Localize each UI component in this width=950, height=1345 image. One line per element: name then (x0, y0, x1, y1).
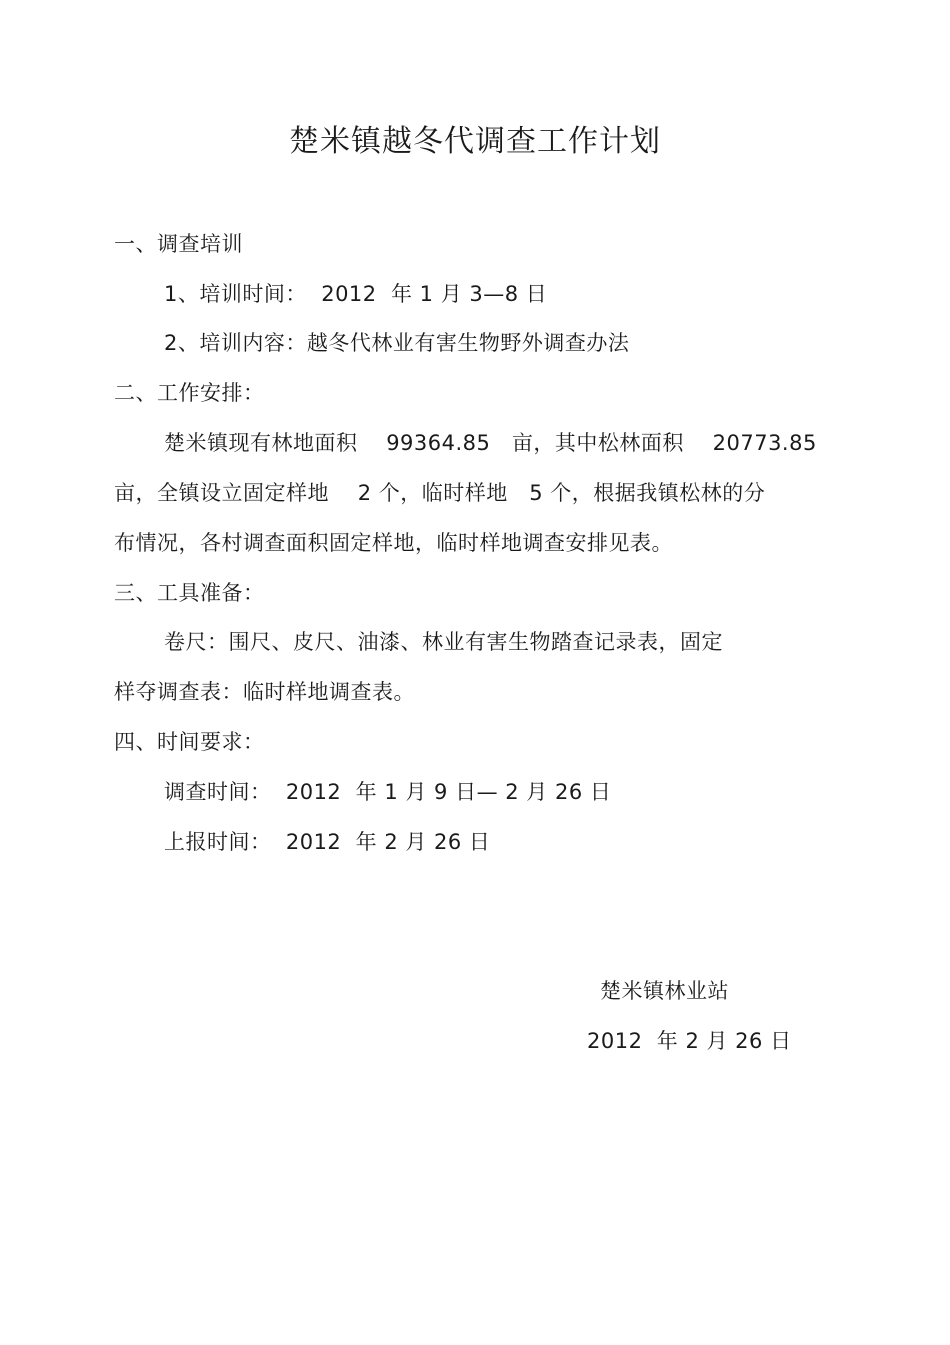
section-heading-schedule: 四、时间要求： (114, 730, 265, 754)
tools-paragraph-line-1: 卷尺：围尺、皮尺、油漆、林业有害生物踏查记录表，固定 (164, 630, 723, 654)
training-content-line: 2、培训内容：越冬代林业有害生物野外调查办法 (164, 331, 630, 355)
document-title: 楚米镇越冬代调查工作计划 (289, 124, 661, 159)
report-time-line: 上报时间： 2012 年 2 月 26 日 (164, 830, 491, 854)
signature-date: 2012 年 2 月 26 日 (587, 1029, 792, 1053)
arrangement-paragraph-line-1: 楚米镇现有林地面积 99364.85 亩，其中松林面积 20773.85 (164, 431, 817, 455)
training-time-line: 1、培训时间： 2012 年 1 月 3—8 日 (164, 282, 548, 306)
tools-paragraph-line-2: 样夺调查表：临时样地调查表。 (114, 680, 415, 704)
section-heading-arrangement: 二、工作安排： (114, 381, 265, 405)
section-heading-tools: 三、工具准备： (114, 581, 265, 605)
arrangement-paragraph-line-3: 布情况，各村调查面积固定样地，临时样地调查安排见表。 (114, 531, 673, 555)
survey-time-line: 调查时间： 2012 年 1 月 9 日— 2 月 26 日 (164, 780, 612, 804)
arrangement-paragraph-line-2: 亩，全镇设立固定样地 2 个，临时样地 5 个，根据我镇松林的分 (114, 481, 766, 505)
section-heading-training: 一、调查培训 (114, 232, 243, 256)
signature-organization: 楚米镇林业站 (600, 979, 729, 1003)
